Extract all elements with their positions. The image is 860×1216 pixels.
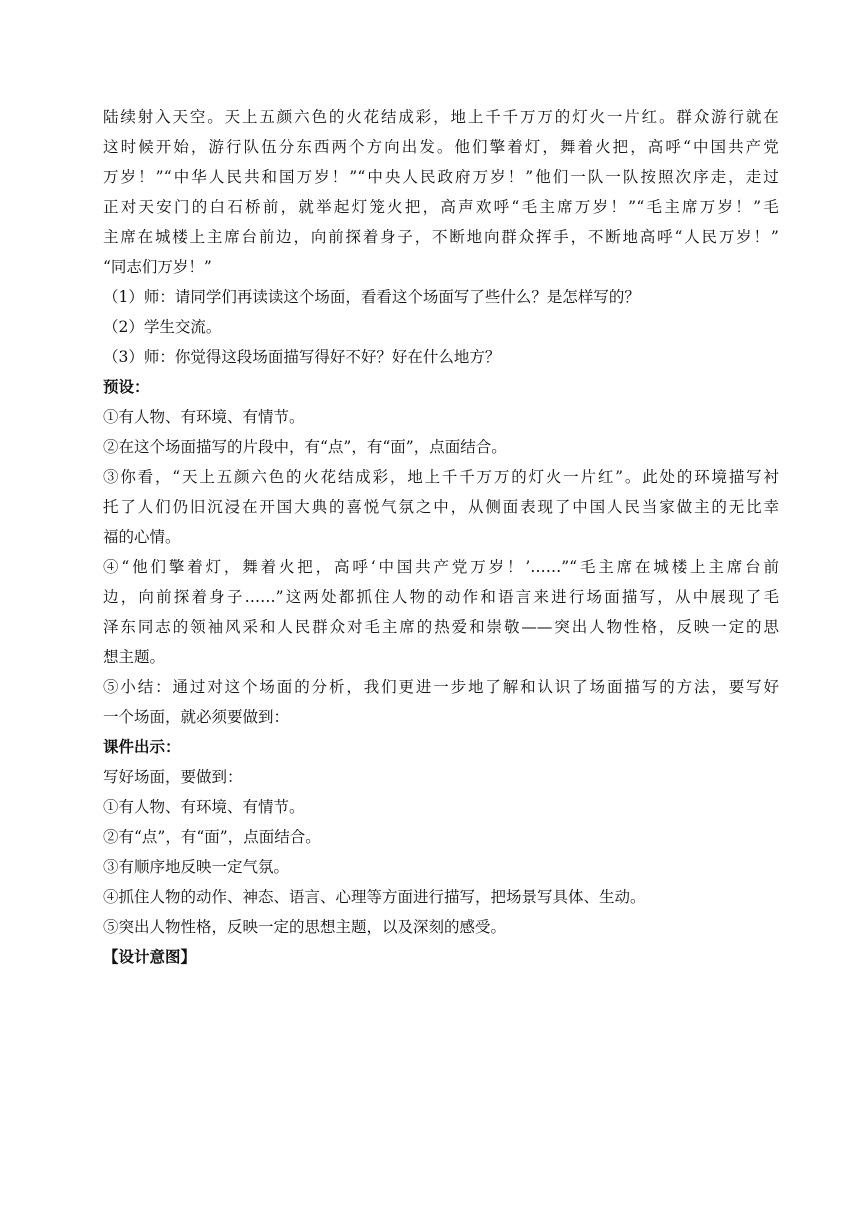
passage-line: 万岁！”“中华人民共和国万岁！”“中央人民政府万岁！”他们一队一队按照次序走，走过 xyxy=(103,168,779,186)
courseware-item-5: ⑤突出人物性格，反映一定的思想主题，以及深刻的感受。 xyxy=(103,918,507,936)
step-3: （3）师：你觉得这段场面描写得好不好？好在什么地方？ xyxy=(103,348,501,366)
courseware-item-1: ①有人物、有环境、有情节。 xyxy=(103,798,305,816)
preset-item-2: ②在这个场面描写的片段中，有“点”，有“面”，点面结合。 xyxy=(103,438,507,456)
preset-item-4 xyxy=(103,552,779,672)
design-intent-section xyxy=(103,942,779,972)
courseware-heading: 课件出示： xyxy=(103,737,181,756)
passage-line: 主席在城楼上主席台前边，向前探着身子，不断地向群众挥手，不断地高呼“人民万岁！” xyxy=(103,228,779,246)
design-intent-heading: 【设计意图】 xyxy=(103,947,197,966)
document-body xyxy=(103,102,779,972)
preset-item-1: ①有人物、有环境、有情节。 xyxy=(103,408,305,426)
preset-section xyxy=(103,372,779,732)
passage-line: 正对天安门的白石桥前，就举起灯笼火把，高声欢呼“毛主席万岁！”“毛主席万岁！”毛 xyxy=(103,198,779,216)
preset-item-4-line: 边，向前探着身子……”这两处都抓住人物的动作和语言来进行场面描写，从中展现了毛 xyxy=(103,588,779,606)
passage-line: 陆续射入天空。天上五颜六色的火花结成彩，地上千千万万的灯火一片红。群众游行就在 xyxy=(103,108,779,126)
preset-item-4-line: 想主题。 xyxy=(103,648,166,666)
preset-item-3-line: 福的心情。 xyxy=(103,528,181,546)
courseware-item-2: ②有“点”，有“面”，点面结合。 xyxy=(103,828,321,846)
step-1: （1）师：请同学们再读读这个场面，看看这个场面写了些什么？是怎样写的？ xyxy=(103,288,640,306)
courseware-item-3: ③有顺序地反映一定气氛。 xyxy=(103,858,290,876)
step-2: （2）学生交流。 xyxy=(103,318,222,336)
courseware-intro: 写好场面，要做到： xyxy=(103,768,243,786)
preset-item-3-line: ③你看，“天上五颜六色的火花结成彩，地上千千万万的灯火一片红”。此处的环境描写衬 xyxy=(103,468,779,486)
preset-item-3 xyxy=(103,462,779,552)
preset-item-5-line: ⑤小结：通过对这个场面的分析，我们更进一步地了解和认识了场面描写的方法，要写好 xyxy=(103,678,779,696)
preset-item-5-line: 一个场面，就必须要做到： xyxy=(103,708,290,726)
preset-heading: 预设： xyxy=(103,377,150,396)
preset-item-3-line: 托了人们仍旧沉浸在开国大典的喜悦气氛之中，从侧面表现了中国人民当家做主的无比幸 xyxy=(103,498,779,516)
preset-item-4-line: ④“他们擎着灯，舞着火把，高呼‘中国共产党万岁！’……”“毛主席在城楼上主席台前 xyxy=(103,558,779,576)
passage-line: “同志们万岁！” xyxy=(103,258,212,276)
preset-item-5 xyxy=(103,672,779,732)
teaching-steps xyxy=(103,282,779,372)
courseware-item-4: ④抓住人物的动作、神态、语言、心理等方面进行描写，把场景写具体、生动。 xyxy=(103,888,646,906)
preset-item-4-line: 泽东同志的领袖风采和人民群众对毛主席的热爱和崇敬——突出人物性格，反映一定的思 xyxy=(103,618,779,636)
passage-excerpt xyxy=(103,102,779,282)
passage-line: 这时候开始，游行队伍分东西两个方向出发。他们擎着灯，舞着火把，高呼“中国共产党 xyxy=(103,138,779,156)
courseware-section xyxy=(103,732,779,942)
